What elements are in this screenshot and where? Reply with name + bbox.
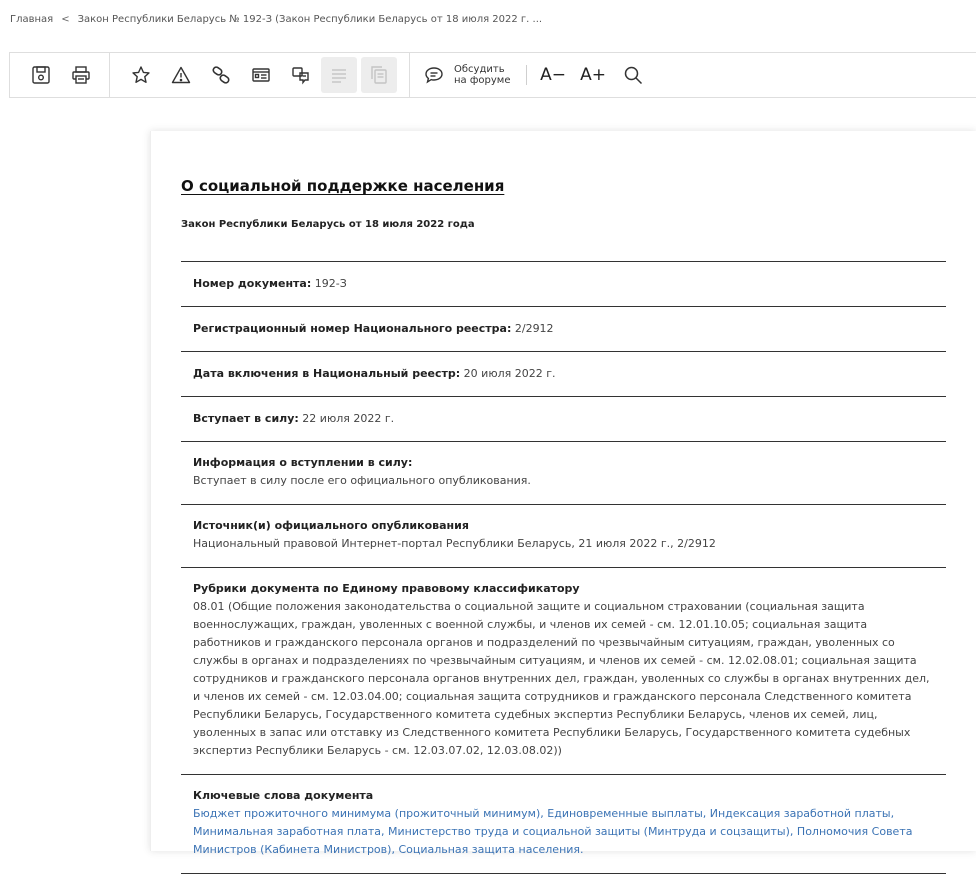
breadcrumb-separator: < — [61, 14, 70, 25]
info-value: 20 июля 2022 г. — [463, 367, 556, 380]
info-row-inclusion-date — [181, 352, 946, 397]
search-button[interactable] — [613, 57, 653, 93]
keyword-end: . — [580, 843, 584, 856]
save-icon — [31, 65, 51, 85]
comment-doc-icon — [291, 65, 311, 85]
breadcrumb-home[interactable]: Главная — [10, 14, 54, 25]
table-of-contents-button[interactable] — [321, 57, 357, 93]
report-error-button[interactable] — [161, 57, 201, 93]
info-row-effective-info — [181, 442, 946, 505]
keyword-link[interactable]: Полномочия Совета Министров (Кабинета Министров) — [193, 825, 913, 856]
document-info-table — [181, 261, 946, 874]
forum-label — [454, 64, 520, 86]
keyword-link[interactable]: Минимальная заработная плата — [193, 825, 381, 838]
keyword-separator: , — [789, 825, 797, 838]
favorite-button[interactable] — [121, 57, 161, 93]
info-row-rubrics — [181, 568, 946, 775]
info-value: Национальный правовой Интернет-портал Республики Беларусь, 21 июля 2022 г., 2/2912 — [193, 537, 716, 550]
info-row-number — [181, 262, 946, 307]
info-row-effective — [181, 397, 946, 442]
info-value: 08.01 (Общие положения законодательства о социальной защите и социальном страховании (социальная защита военнослужащих, граждан, уволенных с военной службы, и членов их семей - см. 12.01.10.05; социальная защита работников и гражданского персонала органов и подразделений по чрезвычайным ситуациям, граждан, уволенных со службы в органах и подразделениях по чрезвычайным ситуациям, и членов их семей - см. 12.02.08.01; социальная защита сотрудников и гражданского персонала органов внутренних дел, граждан, уволенных со службы в органах внутренних дел, и членов их семей - см. 12.03.04.00; социальная защита сотрудников и гражданского персонала Следственного комитета Республики Беларусь, Государственного комитета судебных экспертиз Республики Беларусь, членов их семей, лиц, уволенных в запас или отставку из Следственного комитета Республики Беларусь, Государственного комитета судебных экспертиз Республики Беларусь - см. 12.03.07.02, 12.03.08.02)) — [193, 600, 930, 757]
info-label: Номер документа: — [193, 277, 312, 290]
info-label: Дата включения в Национальный реестр: — [193, 367, 461, 380]
links-button[interactable] — [201, 57, 241, 93]
warning-icon — [171, 65, 191, 85]
chat-bubble-icon — [424, 65, 444, 85]
info-value: 2/2912 — [514, 322, 554, 335]
info-value: 22 июля 2022 г. — [302, 412, 395, 425]
info-value: 192-З — [314, 277, 347, 290]
info-row-source — [181, 505, 946, 568]
keywords-list — [193, 805, 934, 859]
keyword-link[interactable]: Индексация заработной платы — [709, 807, 891, 820]
print-button[interactable] — [61, 57, 101, 93]
forum-label-line2: на форуме — [454, 75, 511, 86]
star-icon — [131, 65, 151, 85]
info-label: Рубрики документа по Единому правовому классификатору — [193, 582, 580, 595]
keyword-separator: , — [391, 843, 399, 856]
info-label: Вступает в силу: — [193, 412, 299, 425]
keyword-link[interactable]: Бюджет прожиточного минимума (прожиточный минимум) — [193, 807, 541, 820]
copy-icon — [369, 65, 389, 85]
info-label: Ключевые слова документа — [193, 789, 374, 802]
keyword-link[interactable]: Единовременные выплаты — [547, 807, 703, 820]
font-decrease-button[interactable]: A− — [540, 65, 566, 85]
link-icon — [211, 65, 231, 85]
keyword-link[interactable]: Министерство труда и социальной защиты (Минтруда и соцзащиты) — [387, 825, 790, 838]
keyword-link[interactable]: Социальная защита населения — [398, 843, 581, 856]
info-label: Источник(и) официального опубликования — [193, 519, 469, 532]
document-subtitle: Закон Республики Беларусь от 18 июля 2022 года — [181, 219, 475, 230]
keyword-separator: , — [702, 807, 710, 820]
document-card-button[interactable] — [241, 57, 281, 93]
forum-discuss-button[interactable] — [424, 64, 520, 86]
info-row-keywords — [181, 775, 946, 874]
info-value: Вступает в силу после его официального опубликования. — [193, 474, 531, 487]
document-title: О социальной поддержке населения — [181, 177, 505, 195]
breadcrumb — [10, 14, 542, 25]
copy-button[interactable] — [361, 57, 397, 93]
keyword-separator: , — [540, 807, 548, 820]
toolbar-divider — [526, 65, 527, 85]
comments-button[interactable] — [281, 57, 321, 93]
document-card — [150, 131, 976, 856]
id-card-icon — [251, 65, 271, 85]
keyword-separator: , — [890, 807, 895, 820]
search-icon — [623, 65, 643, 85]
print-icon — [71, 65, 91, 85]
document-toolbar — [9, 52, 976, 98]
keyword-separator: , — [380, 825, 388, 838]
forum-label-line1: Обсудить — [454, 64, 505, 75]
info-label: Регистрационный номер Национального реестра: — [193, 322, 512, 335]
breadcrumb-current: Закон Республики Беларусь № 192-З (Закон Республики Беларусь от 18 июля 2022 г. ... — [77, 14, 543, 25]
font-increase-button[interactable]: A+ — [580, 65, 606, 85]
save-button[interactable] — [21, 57, 61, 93]
info-label: Информация о вступлении в силу: — [193, 456, 413, 469]
info-row-registration — [181, 307, 946, 352]
list-icon — [329, 65, 349, 85]
toolbar-group-tools — [110, 53, 410, 97]
toolbar-group-file — [10, 53, 110, 97]
